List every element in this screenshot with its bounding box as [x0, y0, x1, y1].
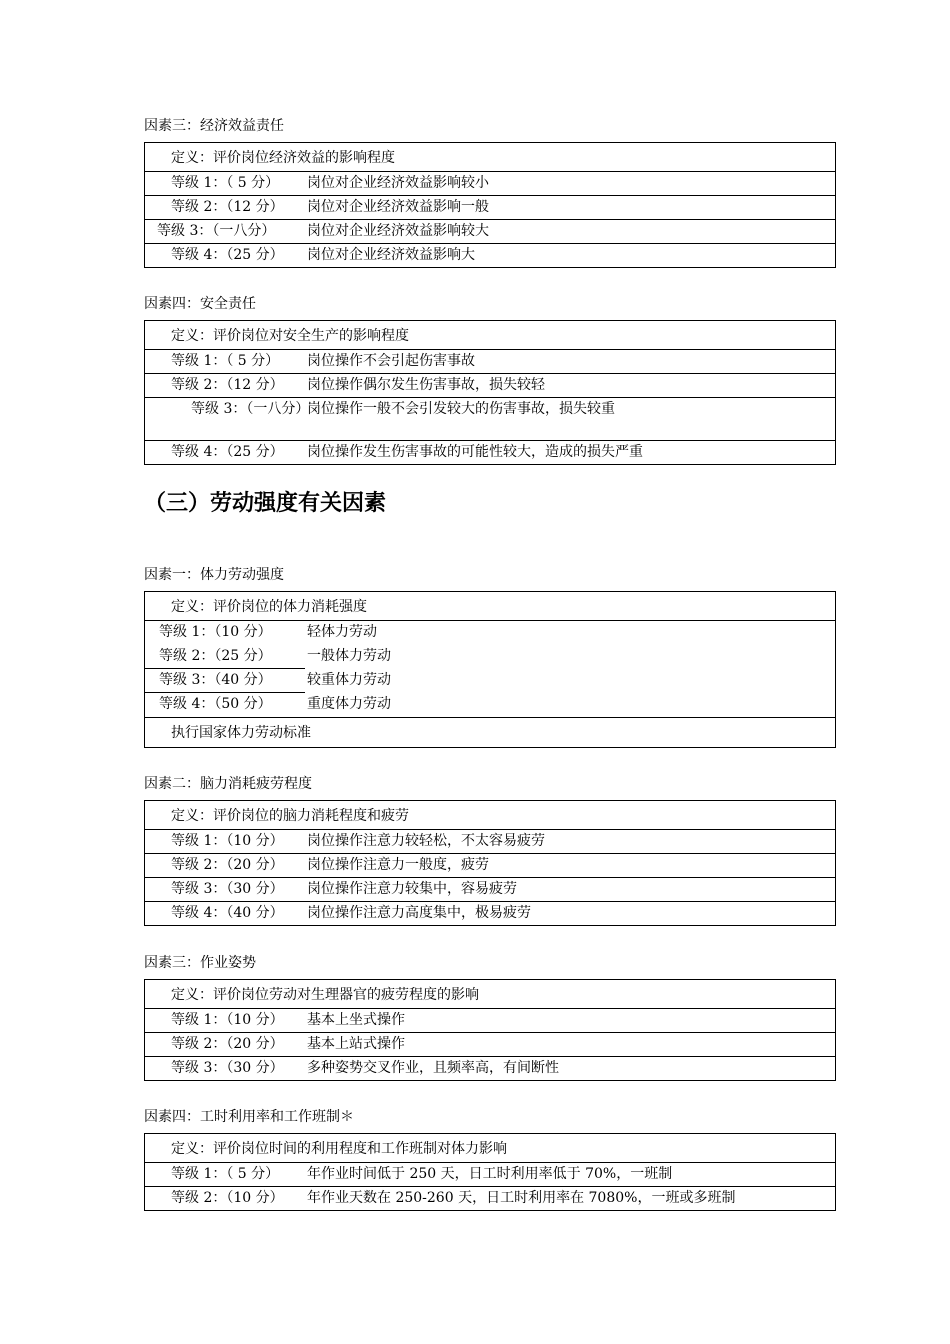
worktime-factor-section: [144, 1106, 836, 1211]
level-label: 等级 1：（ 5 分）: [171, 175, 280, 191]
table-row: [145, 1032, 835, 1056]
level-description: 岗位对企业经济效益影响大: [307, 247, 475, 263]
safety-table: [144, 320, 836, 465]
level-description: 岗位操作不会引起伤害事故: [307, 353, 475, 369]
level-description: 岗位操作注意力较集中，容易疲劳: [307, 881, 517, 897]
level-label: 等级 2：（12 分）: [171, 377, 284, 393]
table-row: [145, 1008, 835, 1032]
table-row: [145, 171, 835, 195]
table-row: [145, 349, 835, 373]
table-row: [145, 620, 835, 645]
level-description: 岗位对企业经济效益影响较小: [307, 175, 489, 191]
level-label: 等级 2：（25 分）: [159, 648, 272, 664]
standard-row: 执行国家体力劳动标准: [145, 717, 835, 747]
level-label: 等级 4：（25 分）: [171, 247, 284, 263]
level-label: 等级 2：（20 分）: [171, 857, 284, 873]
level-label: 等级 3：（一八分）: [157, 223, 276, 239]
table-row: [145, 1162, 835, 1186]
definition-row: 定义：评价岗位的脑力消耗程度和疲劳: [171, 808, 409, 824]
level-description: 多种姿势交叉作业，且频率高，有间断性: [307, 1060, 559, 1076]
level-description: 一般体力劳动: [307, 648, 391, 664]
definition-row: 定义：评价岗位的体力消耗强度: [171, 599, 367, 615]
factor-title: 因素二：脑力消耗疲劳程度: [144, 776, 312, 792]
section-heading: （三）劳动强度有关因素: [144, 491, 387, 516]
level-description: 轻体力劳动: [307, 624, 377, 640]
economic-table: [144, 142, 836, 268]
table-row: [145, 669, 835, 693]
table-row: [145, 373, 835, 397]
definition-row: 定义：评价岗位时间的利用程度和工作班制对体力影响: [171, 1141, 507, 1157]
table-row: [145, 829, 835, 853]
level-label: 等级 2：（20 分）: [171, 1036, 284, 1052]
factor-title: 因素一：体力劳动强度: [144, 567, 284, 583]
level-description: 岗位对企业经济效益影响一般: [307, 199, 489, 215]
table-row: [145, 219, 835, 243]
level-description: 年作业天数在 250-260 天，日工时利用率在 7080%，一班或多班制: [307, 1190, 736, 1206]
level-description: 重度体力劳动: [307, 696, 391, 712]
level-label: 等级 2：（12 分）: [171, 199, 284, 215]
definition-row: 定义：评价岗位经济效益的影响程度: [171, 150, 395, 166]
definition-row: 定义：评价岗位劳动对生理器官的疲劳程度的影响: [171, 987, 479, 1003]
level-description: 岗位操作偶尔发生伤害事故，损失较轻: [307, 377, 545, 393]
level-label: 等级 2：（10 分）: [171, 1190, 284, 1206]
level-label: 等级 1：（10 分）: [171, 1012, 284, 1028]
level-label: 等级 3：（一八分）: [191, 401, 310, 417]
level-label: 等级 1：（ 5 分）: [171, 353, 280, 369]
posture-table: [144, 979, 836, 1081]
table-row: [145, 877, 835, 901]
level-description: 基本上坐式操作: [307, 1012, 405, 1028]
table-row: [145, 901, 835, 925]
factor-title: 因素四：工时利用率和工作班制＊: [144, 1109, 354, 1125]
table-row: [145, 1056, 835, 1080]
posture-factor-section: [144, 952, 836, 1081]
level-label: 等级 4：（25 分）: [171, 444, 284, 460]
table-row: [145, 853, 835, 877]
level-description: 基本上站式操作: [307, 1036, 405, 1052]
level-label: 等级 4：（50 分）: [159, 696, 272, 712]
level-label: 等级 4：（40 分）: [171, 905, 284, 921]
level-description: 岗位操作一般不会引发较大的伤害事故，损失较重: [307, 401, 615, 417]
level-description: 岗位操作注意力一般度，疲劳: [307, 857, 489, 873]
level-label: 等级 3：（30 分）: [171, 881, 284, 897]
table-row: [145, 397, 835, 440]
level-label: 等级 1：（10 分）: [159, 624, 272, 640]
table-row: [145, 243, 835, 267]
safety-factor-section: [144, 293, 836, 465]
level-label: 等级 3：（30 分）: [171, 1060, 284, 1076]
factor-title: 因素四：安全责任: [144, 296, 256, 312]
level-description: 岗位操作注意力较轻松，不太容易疲劳: [307, 833, 545, 849]
mental-factor-section: [144, 773, 836, 926]
physical-table: [144, 591, 836, 748]
level-description: 岗位操作发生伤害事故的可能性较大，造成的损失严重: [307, 444, 643, 460]
table-row: [145, 440, 835, 464]
level-description: 较重体力劳动: [307, 672, 391, 688]
definition-row: 定义：评价岗位对安全生产的影响程度: [171, 328, 409, 344]
factor-title: 因素三：作业姿势: [144, 955, 256, 971]
level-description: 岗位对企业经济效益影响较大: [307, 223, 489, 239]
table-row: [145, 645, 835, 669]
level-label: 等级 1：（10 分）: [171, 833, 284, 849]
table-row: [145, 195, 835, 219]
worktime-table: [144, 1133, 836, 1211]
mental-table: [144, 800, 836, 926]
physical-factor-section: [144, 564, 836, 748]
level-label: 等级 3：（40 分）: [159, 672, 272, 688]
table-row: [145, 1186, 835, 1210]
level-description: 年作业时间低于 250 天，日工时利用率低于 70%，一班制: [307, 1166, 673, 1182]
factor-title: 因素三：经济效益责任: [144, 118, 284, 134]
economic-factor-section: [144, 115, 836, 268]
level-description: 岗位操作注意力高度集中，极易疲劳: [307, 905, 531, 921]
level-label: 等级 1：（ 5 分）: [171, 1166, 280, 1182]
table-row: [145, 693, 835, 717]
